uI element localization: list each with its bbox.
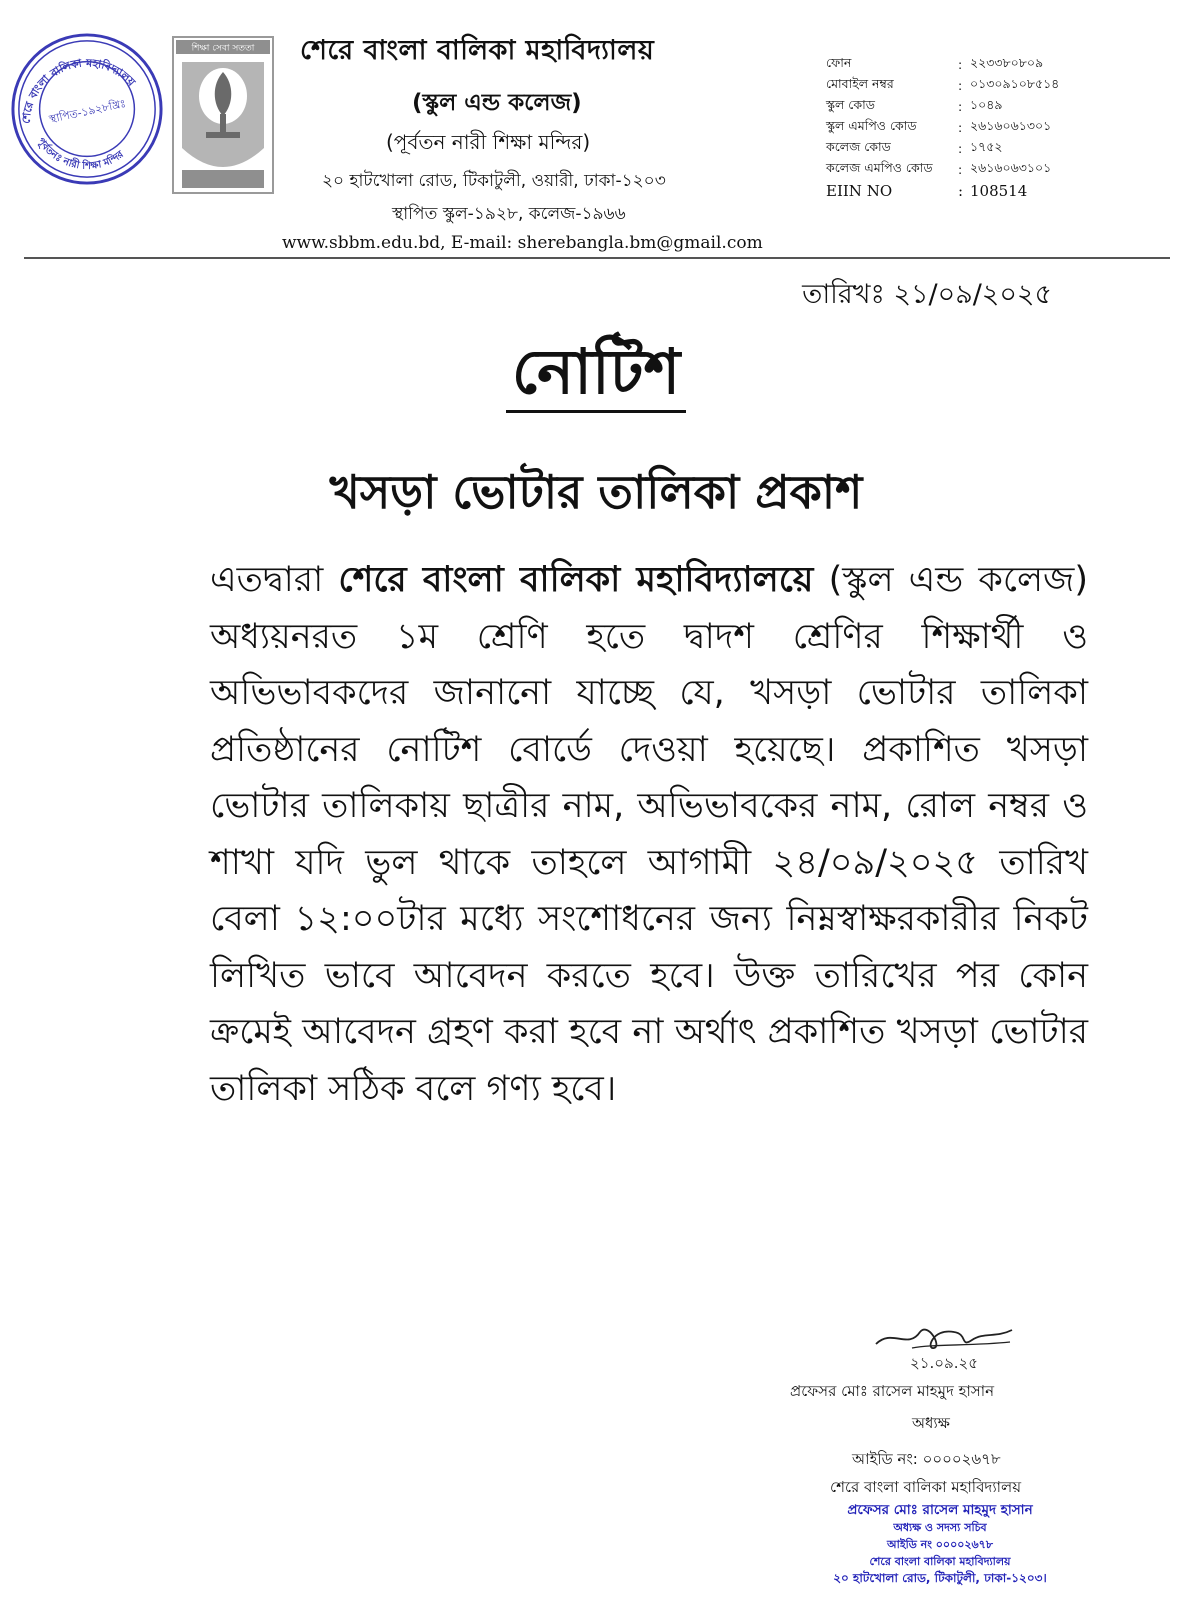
contact-label: স্কুল কোড — [826, 96, 875, 112]
contact-value: ২৬১৬০৬১৩০১ — [970, 117, 1052, 133]
body-intro: এতদ্বারা — [210, 560, 324, 600]
seal-line-designation: অধ্যক্ষ ও সদস্য সচিব — [893, 1521, 987, 1534]
contact-info-block — [826, 54, 1059, 201]
signatory-designation: অধ্যক্ষ — [912, 1414, 950, 1432]
contact-value: ১০৪৯ — [970, 96, 1003, 112]
svg-text:পূর্বতনঃ নারী শিক্ষা মন্দির — [34, 136, 126, 172]
contact-value: 108514 — [970, 181, 1028, 200]
contact-value: ২৬১৬০৬৩১০১ — [970, 159, 1052, 175]
contact-value: ২২৩৩৮০৮০৯ — [970, 54, 1044, 70]
website-email: www.sbbm.edu.bd, E-mail: sherebangla.bm@gmail.com — [282, 233, 763, 253]
contact-row-school-mpo: স্কুল এমপিও কোড : ২৬১৬০৬১৩০১ — [826, 117, 1059, 138]
notice-date: তারিখঃ ২১/০৯/২০২৫ — [802, 279, 1052, 310]
college-crest-logo — [172, 36, 274, 194]
body-text: (স্কুল এন্ড কলেজ) অধ্যয়নরত ১ম শ্রেণি হতে দ্বাদশ শ্রেণির শিক্ষার্থী ও অভিভাবকদের জানানো যাচ্ছে যে, খসড়া ভোটার তালিকা প্রতিষ্ঠানের নোটিশ বোর্ডে দেওয়া হয়েছে। প্রকাশিত খসড়া ভোটার তালিকায় ছাত্রীর নাম, অভিভাবকের নাম, রোল নম্বর ও শাখা যদি ভুল থাকে তাহলে আগামী ২৪/০৯/২০২৫ তারিখ বেলা ১২:০০টার মধ্যে সংশোধনের জন্য নিম্নস্বাক্ষরকারীর নিকট লিখিত ভাবে আবেদন করতে হবে। উক্ত তারিখের পর কোন ক্রমেই আবেদন গ্রহণ করা হবে না অর্থাৎ প্রকাশিত খসড়া ভোটার তালিকা সঠিক বলে গণ্য হবে। — [210, 560, 1088, 1109]
stamp-inner-text: স্থাপিত-১৯২৮খ্রিঃ — [47, 96, 128, 126]
contact-label: EIIN NO — [826, 181, 893, 200]
institution-round-stamp — [8, 30, 166, 188]
stamp-outer-text: শেরে বাংলা বালিকা মহাবিদ্যালয় — [19, 56, 138, 125]
contact-label: স্কুল এমপিও কোড — [826, 117, 917, 133]
body-institution-name: শেরে বাংলা বালিকা মহাবিদ্যালয়ে — [338, 560, 814, 600]
official-seal — [822, 1502, 1058, 1587]
seal-line-institution: শেরে বাংলা বালিকা মহাবিদ্যালয় — [869, 1555, 1011, 1568]
former-name: (পূর্বতন নারী শিক্ষা মন্দির) — [386, 130, 591, 154]
stamp-bottom-text: পূর্বতনঃ নারী শিক্ষা মন্দির — [34, 136, 126, 172]
signatory-name: প্রফেসর মোঃ রাসেল মাহমুদ হাসান — [790, 1382, 995, 1400]
contact-label: মোবাইল নম্বর — [826, 75, 894, 91]
principal-signature — [872, 1318, 1022, 1374]
institution-address: ২০ হাটখোলা রোড, টিকাটুলী, ওয়ারী, ঢাকা-১২০৩ — [322, 171, 666, 191]
seal-line-name: প্রফেসর মোঃ রাসেল মাহমুদ হাসান — [847, 1502, 1033, 1518]
notice-title-wrapper — [0, 336, 1192, 407]
contact-row-mobile: মোবাইল নম্বর : ০১৩০৯১০৮৫১৪ — [826, 75, 1059, 96]
contact-value: ১৭৫২ — [970, 138, 1003, 154]
established-years: স্থাপিত স্কুল-১৯২৮, কলেজ-১৯৬৬ — [392, 204, 626, 224]
signatory-id: আইডি নং: ০০০০২৬৭৮ — [852, 1450, 1001, 1468]
contact-value: ০১৩০৯১০৮৫১৪ — [970, 75, 1060, 91]
signature-date: ২১.০৯.২৫ — [910, 1354, 978, 1372]
notice-body — [210, 552, 1088, 1117]
contact-row-college-code: কলেজ কোড : ১৭৫২ — [826, 138, 1059, 159]
contact-label: কলেজ কোড — [826, 138, 891, 154]
contact-row-phone: ফোন : ২২৩৩৮০৮০৯ — [826, 54, 1059, 75]
contact-label: ফোন — [826, 54, 852, 70]
notice-subject: খসড়া ভোটার তালিকা প্রকাশ — [329, 465, 863, 519]
institution-subtitle: (স্কুল এন্ড কলেজ) — [412, 90, 582, 116]
contact-row-college-mpo: কলেজ এমপিও কোড : ২৬১৬০৬৩১০১ — [826, 159, 1059, 180]
contact-row-school-code: স্কুল কোড : ১০৪৯ — [826, 96, 1059, 117]
institution-name: শেরে বাংলা বালিকা মহাবিদ্যালয় — [300, 35, 655, 66]
contact-row-eiin: EIIN NO : 108514 — [826, 181, 1028, 200]
header-divider — [24, 257, 1170, 259]
signatory-institution: শেরে বাংলা বালিকা মহাবিদ্যালয় — [830, 1478, 1022, 1496]
seal-line-address: ২০ হাটখোলা রোড, টিকাটুলী, ঢাকা-১২০৩। — [833, 1571, 1047, 1585]
seal-line-id: আইডি নং ০০০০২৬৭৮ — [887, 1538, 993, 1551]
contact-label: কলেজ এমপিও কোড — [826, 159, 933, 175]
crest-motto: শিক্ষা সেবা সততা — [191, 43, 255, 54]
notice-title: নোটিশ — [506, 335, 686, 413]
